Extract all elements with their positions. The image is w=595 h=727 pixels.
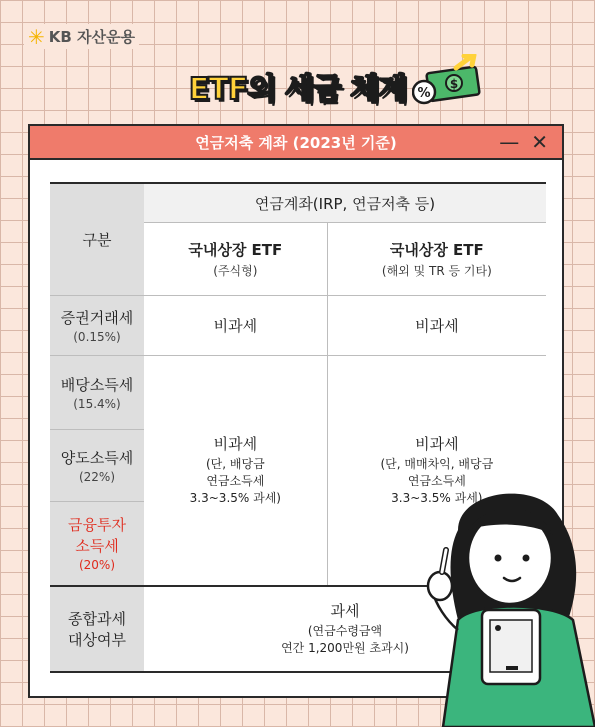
minimize-icon[interactable]: —: [499, 130, 520, 154]
svg-text:%: %: [417, 86, 431, 101]
row-label: 종합과세 대상여부: [50, 586, 144, 672]
table-row: [50, 356, 546, 430]
merged-cell-equity: 비과세 (단, 배당금 연금소득세 3.3~3.5% 과세): [144, 356, 327, 586]
col-header-sub: (주식형): [213, 264, 258, 278]
group-header: 연금계좌(IRP, 연금저축 등): [144, 183, 546, 223]
col-header-title: 국내상장 ETF: [188, 241, 283, 259]
col-header-equity: [144, 223, 327, 296]
corner-label: 구분: [82, 231, 112, 249]
window-titlebar: [30, 126, 562, 160]
row-label: 양도소득세 (22%): [50, 430, 144, 502]
table-row: [50, 296, 546, 356]
merged-cell-last: 과세 (연금수령금액 연간 1,200만원 초과시): [144, 586, 546, 672]
window-title: 연금저축 계좌 (2023년 기준): [195, 133, 397, 152]
merged-cell-other: 비과세 (단, 매매차익, 배당금 연금소득세 3.3~3.5% 과세): [380, 435, 494, 506]
row-label: 증권거래세 (0.15%): [50, 296, 144, 356]
table-cell: 비과세: [327, 296, 546, 356]
kb-logo: [24, 24, 139, 49]
col-header-other: [327, 223, 546, 296]
page-title: ETF의 세금 체계: [188, 72, 407, 107]
table-cell: 비과세: [144, 296, 327, 356]
corner-header: [50, 183, 144, 296]
col-header-title: 국내상장 ETF: [389, 241, 484, 259]
money-growth-icon: [412, 54, 482, 106]
col-header-sub: (해외 및 TR 등 기타): [381, 264, 492, 278]
page-title-wrap: [0, 64, 595, 108]
close-icon[interactable]: ✕: [531, 130, 548, 154]
svg-text:$: $: [449, 77, 459, 91]
logo-text: KB 자산운용: [48, 28, 136, 46]
row-label: 배당소득세 (15.4%): [50, 356, 144, 430]
row-label-highlight: 금융투자 소득세 (20%): [50, 502, 144, 586]
girl-illustration: [418, 470, 595, 727]
kb-star-icon: ✳: [28, 24, 45, 49]
